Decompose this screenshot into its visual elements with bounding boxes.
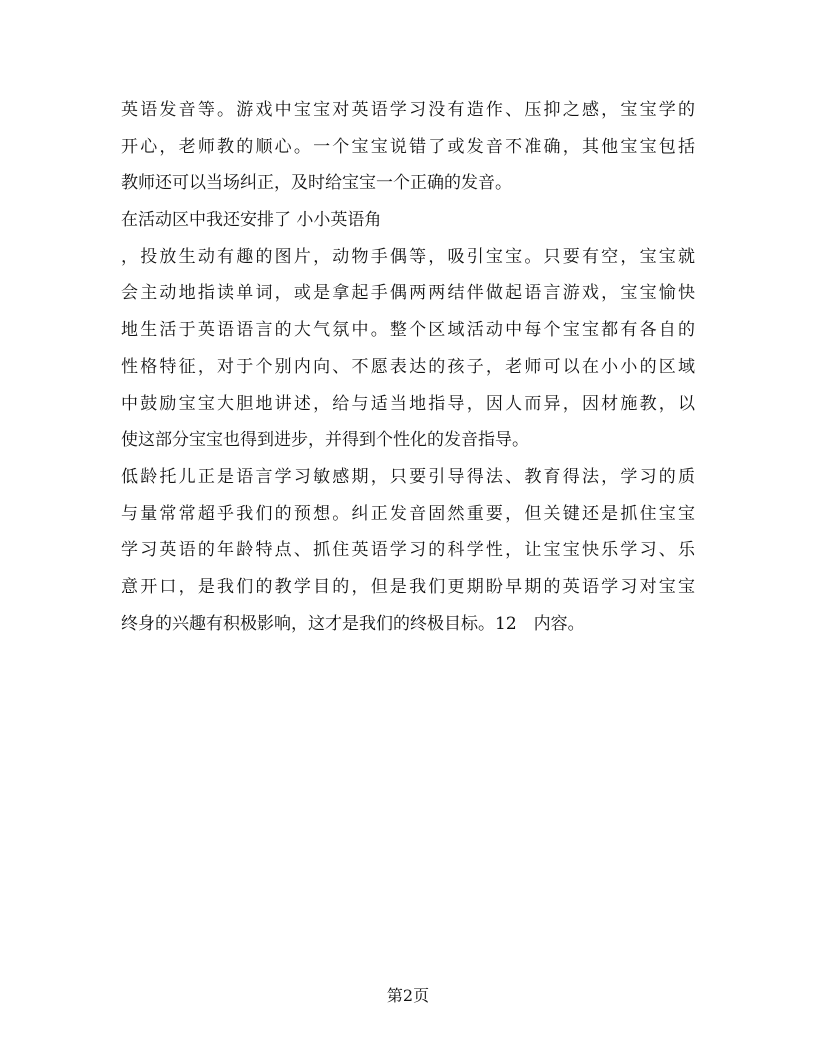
page-number: 第2页: [386, 986, 430, 1005]
paragraph-1: [121, 92, 695, 202]
text-line: 意开口，是我们的教学目的，但是我们更期盼早期的英语学习对宝宝: [121, 576, 695, 597]
text-line: 开心，老师教的顺心。一个宝宝说错了或发音不准确，其他宝宝包括: [121, 136, 695, 157]
text-line: 与量常常超乎我们的预想。纠正发音固然重要，但关键还是抓住宝宝: [121, 503, 695, 524]
text-line: 中鼓励宝宝大胆地讲述，给与适当地指导，因人而异，因材施教，以: [121, 393, 695, 414]
paragraph-2: [121, 202, 695, 459]
text-line: 使这部分宝宝也得到进步，并得到个性化的发音指导。: [121, 430, 529, 451]
text-line: 在活动区中我还安排了 小小英语角: [121, 210, 382, 231]
text-line: 性格特征，对于个别内向、不愿表达的孩子，老师可以在小小的区域: [121, 356, 695, 377]
paragraph-3: [121, 459, 695, 642]
text-line: 低龄托儿正是语言学习敏感期，只要引导得法、教育得法，学习的质: [121, 466, 695, 487]
text-line: 英语发音等。游戏中宝宝对英语学习没有造作、压抑之感，宝宝学的: [121, 100, 695, 120]
text-line: 教师还可以当场纠正，及时给宝宝一个正确的发音。: [121, 173, 512, 194]
text-line: ，投放生动有趣的图片，动物手偶等，吸引宝宝。只要有空，宝宝就: [121, 246, 695, 267]
document-body: [121, 92, 695, 642]
text-line: 地生活于英语语言的大气氛中。整个区域活动中每个宝宝都有各自的: [121, 320, 695, 341]
text-line: 学习英语的年龄特点、抓住英语学习的科学性，让宝宝快乐学习、乐: [121, 540, 695, 561]
text-line: 终身的兴趣有积极影响，这才是我们的终极目标。12 内容。: [121, 613, 585, 634]
text-line: 会主动地指读单词，或是拿起手偶两两结伴做起语言游戏，宝宝愉快: [121, 283, 695, 304]
